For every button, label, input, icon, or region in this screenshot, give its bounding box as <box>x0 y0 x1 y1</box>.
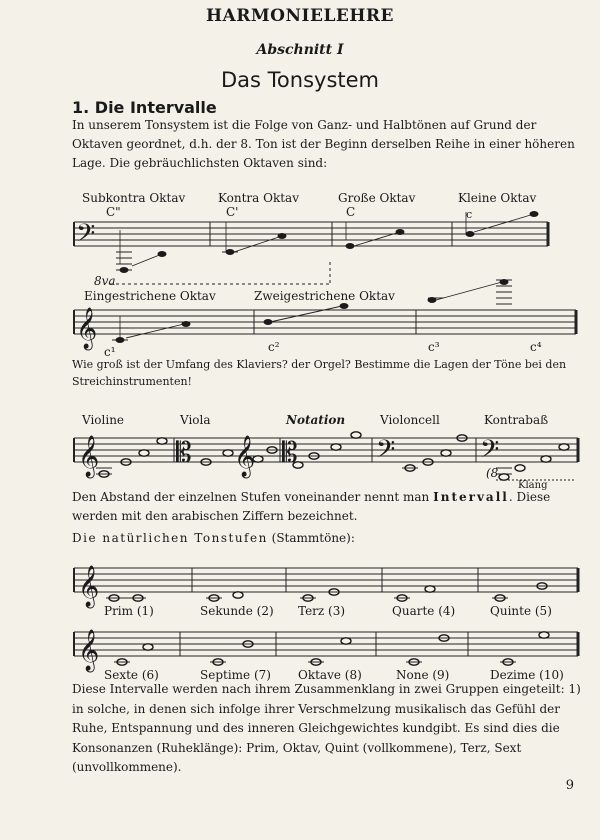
octave-label-eingestrichen: Eingestrichene Oktav <box>84 289 216 303</box>
octave-mark: c¹ <box>104 345 116 359</box>
instrument-label-viola: Viola <box>180 413 211 427</box>
treble-clef-icon: 𝄞 <box>234 436 256 477</box>
staff-stammtoene-2 <box>74 632 578 662</box>
bass-clef-icon: 𝄢 <box>76 219 96 254</box>
octave-label-gross: Große Oktav <box>338 191 416 205</box>
alto-clef-icon: 𝄡 <box>282 436 298 469</box>
treble-clef-icon: 𝄞 <box>78 566 100 607</box>
subsection-heading: 1. Die Intervalle <box>72 98 217 117</box>
treble-clef-icon: 𝄞 <box>78 630 100 671</box>
interval-label-sekunde: Sekunde (2) <box>200 604 274 618</box>
octave-mark: c⁴ <box>530 340 542 354</box>
bass-clef-icon: 𝄢 <box>480 435 500 470</box>
paragraph-intervall: Den Abstand der einzelnen Stufen voneinander nennt man Intervall. Diese werden mit den arabischen Ziffern bezeichnet. <box>72 490 551 523</box>
paragraph-question: Wie groß ist der Umfang des Klaviers? der Orgel? Bestimme die Lagen der Töne bei den Streichinstrumenten! <box>72 358 567 388</box>
octave-mark: c <box>466 208 473 221</box>
octave-mark: C' <box>226 205 239 219</box>
paragraph-konsonanzen: Diese Intervalle werden nach ihrem Zusammenklang in zwei Gruppen eingeteilt: 1) in solche, in denen sich infolge ihrer Verschmelzung musikalisch das Gefühl der Ruhe, Entspannung und des inneren Gleichgewichtes kundgibt. Es sind dies die Konsonanzen (Ruheklänge): Prim, Oktav, Quint (vollkommene), Terz, Sext (unvollkommene). <box>72 682 581 774</box>
page-header-title: HARMONIELEHRE <box>205 6 394 26</box>
interval-label-quinte: Quinte (5) <box>490 604 552 618</box>
octave-label-kontra: Kontra Oktav <box>218 191 299 205</box>
treble-clef-icon: 𝄞 <box>76 308 98 349</box>
chapter-title: Das Tonsystem <box>221 68 379 92</box>
ottava-mark: 8va <box>94 274 116 288</box>
octave-mark: C <box>346 205 356 219</box>
interval-label-sexte: Sexte (6) <box>104 668 159 682</box>
treble-clef-icon: 𝄞 <box>78 436 100 477</box>
interval-label-prim: Prim (1) <box>104 604 154 618</box>
octave-mark: c² <box>268 340 280 354</box>
octave-label-zweigestrichen: Zweigestrichene Oktav <box>254 289 395 303</box>
bass-clef-icon: 𝄢 <box>376 435 396 470</box>
octave-label-subkontra: Subkontra Oktav <box>82 191 186 205</box>
octave-mark: c³ <box>428 340 440 354</box>
page-number: 9 <box>565 778 574 793</box>
octave-mark: C" <box>106 205 121 219</box>
staff-stammtoene-1 <box>74 568 578 598</box>
klang-label: Klang <box>518 480 548 491</box>
noteheads <box>116 211 539 343</box>
instrument-label-violoncell: Violoncell <box>380 413 440 427</box>
interval-label-oktave: Oktave (8) <box>298 668 362 682</box>
interval-label-dezime: Dezime (10) <box>490 668 564 682</box>
ottava-mark: (8 <box>486 466 499 480</box>
instrument-label-kontrabass: Kontrabaß <box>484 413 549 427</box>
interval-label-quarte: Quarte (4) <box>392 604 456 618</box>
section-title: Abschnitt I <box>256 42 344 58</box>
instrument-label-notation: Notation <box>286 413 346 427</box>
term-intervall: Intervall <box>433 490 509 504</box>
paragraph-stammtoene: Die natürlichen Tonstufen (Stammtöne): <box>72 531 355 545</box>
interval-label-none: None (9) <box>396 668 450 682</box>
instrument-label-violine: Violine <box>82 413 125 427</box>
interval-label-terz: Terz (3) <box>298 604 346 618</box>
term-tonstufen: Die natürlichen Tonstufen <box>72 531 268 545</box>
staff-octaves-1 <box>74 212 548 284</box>
interval-label-septime: Septime (7) <box>200 668 271 682</box>
octave-label-klein: Kleine Oktav <box>458 191 537 205</box>
paragraph-octaves: In unserem Tonsystem ist die Folge von Ganz- und Halbtönen auf Grund der Oktaven geordnet, d.h. der 8. Ton ist der Beginn derselben Reihe in einer höheren Lage. Die gebräuchlichsten Oktaven sind: <box>72 118 575 170</box>
alto-clef-icon: 𝄡 <box>176 436 192 469</box>
